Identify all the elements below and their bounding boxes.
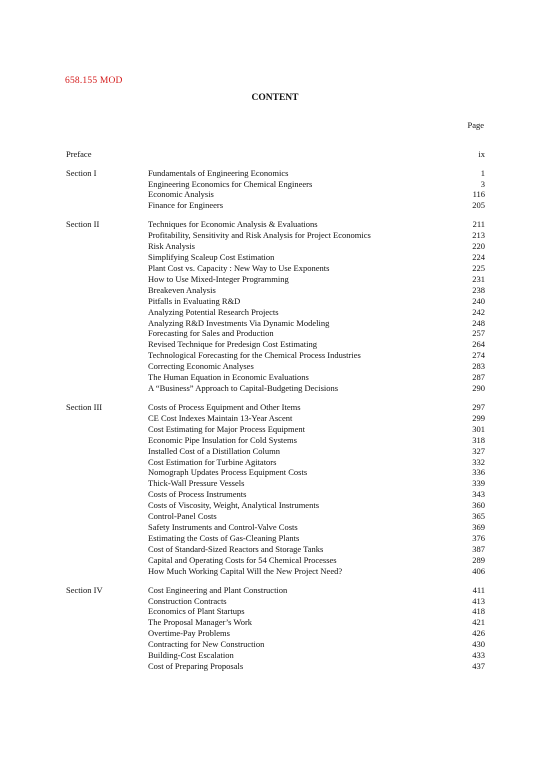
- toc-entry-title: Analyzing R&D Investments Via Dynamic Modeling: [148, 317, 330, 328]
- toc-page-number: 1: [480, 167, 485, 178]
- toc-page-number: ix: [478, 149, 485, 159]
- page-column-header: Page: [467, 120, 484, 130]
- toc-entry-title: The Proposal Manager’s Work: [148, 617, 253, 628]
- toc-page-number: 387: [472, 544, 485, 555]
- toc-entry-title: Cost Estimating for Major Process Equipment: [148, 423, 305, 434]
- toc-entry-title: Safety Instruments and Control-Valve Costs: [148, 522, 298, 533]
- toc-page-number: 283: [472, 361, 485, 372]
- toc-page-number: 274: [472, 350, 485, 361]
- toc-page-number: 421: [472, 617, 485, 628]
- toc-entry: [66, 179, 485, 190]
- toc-entry: [66, 639, 485, 650]
- toc-page-number: 116: [472, 189, 485, 200]
- toc-page-number: 332: [472, 456, 485, 467]
- toc-page-number: 224: [472, 251, 485, 262]
- toc-page-number: 426: [472, 628, 485, 639]
- toc-page-number: 343: [472, 489, 485, 500]
- toc-page-number: 3: [480, 178, 485, 189]
- toc-entry: [66, 328, 485, 339]
- toc-entry-title: Cost Engineering and Plant Construction: [148, 584, 288, 595]
- call-number: 658.155 MOD: [65, 76, 123, 86]
- toc-entry: [66, 241, 485, 252]
- toc-entry-title: Economics of Plant Startups: [148, 606, 245, 617]
- toc-entry-title: Costs of Process Instruments: [148, 489, 247, 500]
- toc-entry-title: Economic Analysis: [148, 189, 214, 200]
- toc-section-label: Section III: [66, 401, 103, 412]
- toc-page-number: 211: [472, 218, 485, 229]
- toc-entry: [66, 489, 485, 500]
- toc-entry-title: Fundamentals of Engineering Economics: [148, 167, 289, 178]
- toc-page-number: 339: [472, 478, 485, 489]
- toc-entry: [66, 318, 485, 329]
- toc-entry-title: Contracting for New Construction: [148, 639, 265, 650]
- toc-entry-title: A “Business” Approach to Capital-Budgeting Decisions: [148, 383, 339, 394]
- toc-entry-title: Thick-Wall Pressure Vessels: [148, 478, 245, 489]
- toc-page-number: 213: [472, 229, 485, 240]
- toc-page-number: 248: [472, 317, 485, 328]
- toc-entry: [66, 168, 485, 179]
- toc-entry: [66, 402, 485, 413]
- toc-entry-title: Pitfalls in Evaluating R&D: [148, 295, 241, 306]
- toc-page-number: 369: [472, 522, 485, 533]
- toc-page-number: 205: [472, 200, 485, 211]
- toc-entry: [66, 650, 485, 661]
- toc-section-label: Preface: [66, 149, 92, 159]
- toc-entry-title: Control-Panel Costs: [148, 511, 217, 522]
- toc-entry-title: Technological Forecasting for the Chemical Process Industries: [148, 350, 361, 361]
- toc-entry: [66, 307, 485, 318]
- toc-entry-title: Plant Cost vs. Capacity : New Way to Use Exponents: [148, 262, 330, 273]
- toc-entry-title: Finance for Engineers: [148, 200, 224, 211]
- toc-entry: [66, 383, 485, 394]
- toc-entry-title: Cost of Standard-Sized Reactors and Storage Tanks: [148, 544, 324, 555]
- toc-entry-title: CE Cost Indexes Maintain 13-Year Ascent: [148, 412, 293, 423]
- toc-entry: [66, 339, 485, 350]
- toc-entry-title: Profitability, Sensitivity and Risk Analysis for Project Economics: [148, 229, 371, 240]
- toc-entry: [66, 285, 485, 296]
- toc-page-number: 413: [472, 595, 485, 606]
- toc-entry-title: Costs of Process Equipment and Other Items: [148, 401, 301, 412]
- toc-page-number: 411: [472, 584, 485, 595]
- toc-entry: [66, 200, 485, 211]
- toc-entry: [66, 566, 485, 577]
- toc-entry-title: Breakeven Analysis: [148, 284, 216, 295]
- toc-page-number: 418: [472, 606, 485, 617]
- toc-entry: [66, 533, 485, 544]
- toc-entry: [66, 511, 485, 522]
- toc-page-number: 376: [472, 533, 485, 544]
- toc-entry: [66, 296, 485, 307]
- toc-entry: [66, 522, 485, 533]
- toc-page-number: 240: [472, 295, 485, 306]
- toc-page-number: 430: [472, 639, 485, 650]
- toc-entry-title: Nomograph Updates Process Equipment Costs: [148, 467, 308, 478]
- toc-entry-title: How to Use Mixed-Integer Programming: [148, 273, 289, 284]
- toc-entry-title: Costs of Viscosity, Weight, Analytical Instruments: [148, 500, 320, 511]
- toc-page-number: 264: [472, 339, 485, 350]
- toc-page-number: 299: [472, 412, 485, 423]
- toc-entry-title: Cost of Preparing Proposals: [148, 661, 244, 672]
- toc-entry-title: Risk Analysis: [148, 240, 195, 251]
- toc-page-number: 290: [472, 383, 485, 394]
- toc-entry: [66, 149, 485, 160]
- toc-entry-title: How Much Working Capital Will the New Project Need?: [148, 566, 343, 576]
- toc-section-label: Section I: [66, 167, 97, 178]
- toc-page-number: 437: [472, 661, 485, 672]
- toc-page-number: 238: [472, 284, 485, 295]
- toc-entry-title: Capital and Operating Costs for 54 Chemical Processes: [148, 555, 337, 565]
- toc-page-number: 406: [472, 566, 485, 576]
- toc-entry-title: Analyzing Potential Research Projects: [148, 306, 279, 317]
- toc-page-number: 225: [472, 262, 485, 273]
- toc-entry: [66, 263, 485, 274]
- toc-page-number: 242: [472, 306, 485, 317]
- toc-entry-title: Simplifying Scaleup Cost Estimation: [148, 251, 275, 262]
- toc-entry: [66, 361, 485, 372]
- toc-entry-title: Building-Cost Escalation: [148, 650, 234, 661]
- toc-page-number: 365: [472, 511, 485, 522]
- toc-entry: [66, 274, 485, 285]
- toc-entry-title: Revised Technique for Predesign Cost Estimating: [148, 339, 317, 350]
- toc-entry-title: Cost Estimation for Turbine Agitators: [148, 456, 277, 467]
- toc-page-number: 287: [472, 372, 485, 383]
- toc-page-number: 318: [472, 434, 485, 445]
- toc-entry: [66, 252, 485, 263]
- toc-section-label: Section IV: [66, 584, 103, 595]
- toc-entry: [66, 661, 485, 672]
- toc-entry-title: Estimating the Costs of Gas-Cleaning Plants: [148, 533, 300, 544]
- toc-page-number: 231: [472, 273, 485, 284]
- toc-entry: [66, 446, 485, 457]
- toc-entry: [66, 189, 485, 200]
- toc-entry: [66, 350, 485, 361]
- toc-section-label: Section II: [66, 218, 100, 229]
- toc-entry-title: Construction Contracts: [148, 595, 227, 606]
- toc-entry: [66, 424, 485, 435]
- toc-page-number: 360: [472, 500, 485, 511]
- toc-entry: [66, 467, 485, 478]
- toc-entry: [66, 413, 485, 424]
- toc-page-number: 336: [472, 467, 485, 478]
- toc-entry-title: The Human Equation in Economic Evaluations: [148, 372, 309, 383]
- page-title: CONTENT: [251, 93, 299, 103]
- toc-entry: [66, 219, 485, 230]
- toc-entry: [66, 617, 485, 628]
- toc-page-number: 433: [472, 650, 485, 661]
- toc-entry-title: Forecasting for Sales and Production: [148, 328, 274, 339]
- toc-entry: [66, 628, 485, 639]
- toc-entry-title: Overtime-Pay Problems: [148, 628, 230, 639]
- toc-entry-title: Correcting Economic Analyses: [148, 361, 254, 372]
- toc-entry: [66, 500, 485, 511]
- toc-page-number: 327: [472, 445, 485, 456]
- toc-entry: [66, 544, 485, 555]
- toc-page-number: 301: [472, 423, 485, 434]
- toc-entry-title: Techniques for Economic Analysis & Evaluations: [148, 218, 318, 229]
- toc-entry-title: Economic Pipe Insulation for Cold Systems: [148, 434, 297, 445]
- toc-entry: [66, 457, 485, 468]
- toc-entry: [66, 435, 485, 446]
- toc-entry: [66, 478, 485, 489]
- toc-entry: [66, 372, 485, 383]
- toc-entry: [66, 606, 485, 617]
- toc-entry: [66, 596, 485, 607]
- toc-page-number: 220: [472, 240, 485, 251]
- toc-entry: [66, 585, 485, 596]
- toc-page-number: 289: [472, 555, 485, 565]
- toc-entry-title: Engineering Economics for Chemical Engineers: [148, 178, 313, 189]
- toc-page-number: 297: [472, 401, 485, 412]
- toc-entry: [66, 230, 485, 241]
- toc-entry-title: Installed Cost of a Distillation Column: [148, 445, 280, 456]
- toc-page-number: 257: [472, 328, 485, 339]
- toc-entry: [66, 555, 485, 566]
